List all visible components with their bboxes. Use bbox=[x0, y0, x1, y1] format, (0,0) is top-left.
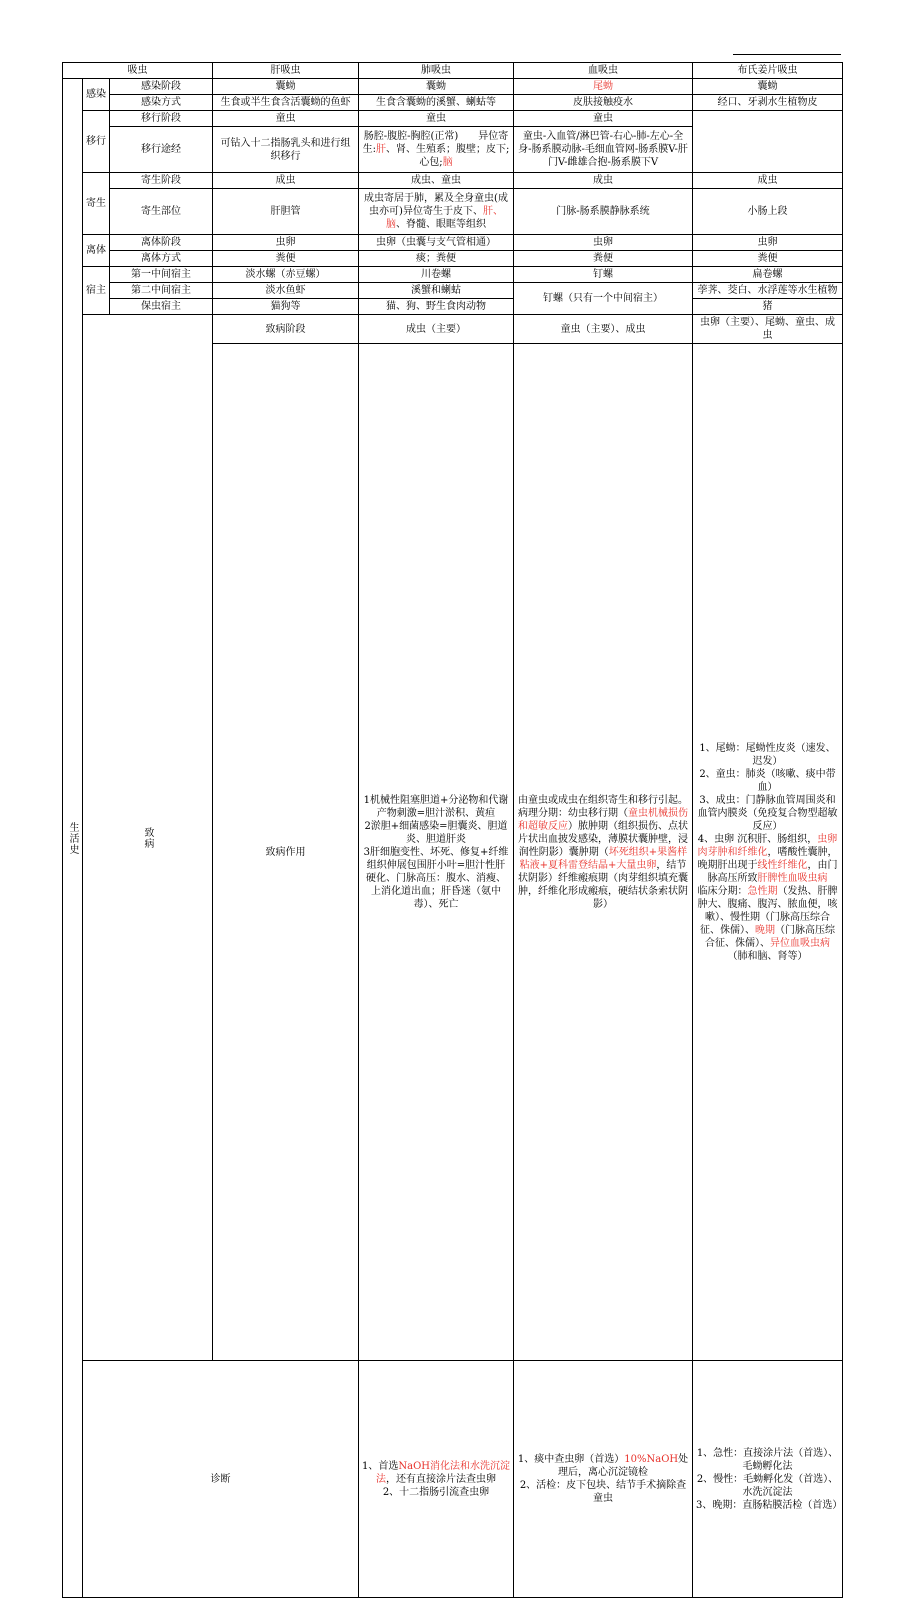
text: （发热、肝脾肿大、腹痛、腹泻、脓血便，咳嗽）、慢性期（门脉高压综合征、侏儒）、 bbox=[697, 885, 838, 936]
text: 由童虫或成虫在组织寄生和移行引起。病理分期：幼虫移行期（ bbox=[518, 794, 688, 819]
cell: 童虫-入血管/淋巴管-右心-肺-左心-全身-肠系膜动脉-毛细血管网-肠系膜V-肝门V-雌雄合抱-肠系膜下V bbox=[514, 127, 693, 173]
text: 肝 bbox=[376, 144, 386, 155]
row-migrate-stage bbox=[63, 111, 843, 127]
cell: 扁卷螺 bbox=[693, 267, 843, 283]
cell: 虫卵 bbox=[213, 235, 359, 251]
row-parasite-site bbox=[63, 189, 843, 235]
sub-migrate: 移行 bbox=[83, 111, 110, 173]
sub-infect: 感染 bbox=[83, 79, 110, 111]
text: 临床分期： bbox=[697, 885, 748, 897]
text: NaOH消化法和水洗沉淀法 bbox=[376, 1460, 511, 1485]
text: ，还有直接涂片法查虫卵 2、十二指肠引流查虫卵 bbox=[382, 1473, 496, 1498]
cell bbox=[693, 111, 843, 173]
group-diagnosis: 诊断 bbox=[83, 1361, 359, 1598]
cell: 淡水鱼虾 bbox=[213, 283, 359, 299]
row-path-stage bbox=[63, 315, 843, 344]
fluke-comparison-table bbox=[62, 62, 843, 1598]
text: ，结节状阴影）纤维瘢痕期（肉芽组织填充囊肿，纤维化形成瘢痕，硬结状条索状阴影） bbox=[518, 859, 688, 910]
label-reservoir: 保虫宿主 bbox=[110, 299, 213, 315]
text: 、肾、生殖系；腹壁；皮下;心包; bbox=[386, 144, 510, 168]
top-rule bbox=[733, 54, 841, 55]
cell: 猫、狗、野生食肉动物 bbox=[359, 299, 514, 315]
label-path-stage: 致病阶段 bbox=[213, 315, 359, 344]
row-infect-method bbox=[63, 95, 843, 111]
label-migrate-stage: 移行阶段 bbox=[110, 111, 213, 127]
text: 、脊髓、眼眶等组织 bbox=[396, 219, 486, 230]
label-leave-method: 离体方式 bbox=[110, 251, 213, 267]
cell: 虫卵 bbox=[514, 235, 693, 251]
text: 1、尾蚴：尾蚴性皮炎（速发、迟发） 2、童虫：肺炎（咳嗽、痰中带血） 3、成虫：门静脉血管周围炎和血管内膜炎（免疫复合物型超敏反应） 4、虫卵 沉积肝、肠组织， bbox=[697, 742, 838, 845]
cell: 虫卵（主要）、尾蚴、童虫、成虫 bbox=[693, 315, 843, 344]
cell: 成虫（主要） bbox=[359, 315, 514, 344]
row-host2 bbox=[63, 283, 843, 299]
cell: 粪便 bbox=[514, 251, 693, 267]
text: 虫卵肉芽肿和纤维化 bbox=[697, 833, 838, 858]
row-reservoir bbox=[63, 299, 843, 315]
row-diagnosis bbox=[63, 1361, 843, 1598]
text: 急性期 bbox=[747, 885, 778, 897]
text: 脑 bbox=[442, 157, 453, 168]
label-leave-stage: 离体阶段 bbox=[110, 235, 213, 251]
group-lifecycle: 生活史 bbox=[63, 79, 83, 1598]
label-parasite-site: 寄生部位 bbox=[110, 189, 213, 235]
cell: 生食含囊蚴的溪蟹、蝲蛄等 bbox=[359, 95, 514, 111]
text: 童虫机械损伤和超敏反应 bbox=[518, 807, 688, 832]
text: ，嗜酸性囊肿，晚期肝出现于 bbox=[697, 846, 838, 871]
cell: 皮肤接触疫水 bbox=[514, 95, 693, 111]
cell: 1机械性阻塞胆道+分泌物和代谢产物刺激=胆汁淤积、黄疸 2淤胆+细菌感染=胆囊炎、胆道炎、胆道肝炎 3肝细胞变性、坏死、修复+纤维组织伸展包围肝小叶=胆汁性肝硬化、门脉高压：腹水、消瘦、上消化道出血；肝昏迷（氨中毒）、死亡 bbox=[359, 344, 514, 1361]
cell: 囊蚴 bbox=[693, 79, 843, 95]
text: 10%NaOH bbox=[624, 1454, 679, 1465]
text: 处理后，离心沉淀镜检 2、活检：皮下包块、结节手术摘除查童虫 bbox=[519, 1454, 689, 1504]
cell: 粪便 bbox=[693, 251, 843, 267]
cell: 童虫（主要）、成虫 bbox=[514, 315, 693, 344]
cell: 可钻入十二指肠乳头和进行组织移行 bbox=[213, 127, 359, 173]
cell: 荸荠、茭白、水浮莲等水生植物 bbox=[693, 283, 843, 299]
label-host2: 第二中间宿主 bbox=[110, 283, 213, 299]
header-stage: 吸虫 bbox=[63, 63, 213, 79]
row-leave-method bbox=[63, 251, 843, 267]
cell: 虫卵 bbox=[693, 235, 843, 251]
row-infect-stage bbox=[63, 79, 843, 95]
text: 肝脾性血吸虫病 bbox=[757, 872, 828, 884]
cell: 成虫 bbox=[514, 173, 693, 189]
label-path-action: 致病作用 bbox=[213, 344, 359, 1361]
cell: 肝胆管 bbox=[213, 189, 359, 235]
cell bbox=[693, 344, 843, 1361]
cell bbox=[359, 1361, 514, 1598]
cell: 虫卵（虫囊与支气管相通） bbox=[359, 235, 514, 251]
cell: 1、急性：直接涂片法（首选）、毛蚴孵化法 2、慢性：毛蚴孵化发（首选）、水洗沉淀法 3、晚期：直肠粘膜活检（首选） bbox=[693, 1361, 843, 1598]
cell: 钉螺 bbox=[514, 267, 693, 283]
text: 线性纤维化 bbox=[757, 859, 808, 871]
label-parasite-stage: 寄生阶段 bbox=[110, 173, 213, 189]
group-pathogenesis: 致病 bbox=[83, 315, 213, 1361]
cell bbox=[359, 189, 514, 235]
cell bbox=[514, 1361, 693, 1598]
cell: 溪蟹和蝲蛄 bbox=[359, 283, 514, 299]
text: 1、首选 bbox=[362, 1460, 399, 1472]
header-lung-fluke: 肺吸虫 bbox=[359, 63, 514, 79]
text: ）脓肿期（组织损伤、点状片状出血披发感染，薄膜状囊肿壁，浸润性阴影）囊肿期（ bbox=[518, 820, 688, 858]
cell: 童虫 bbox=[359, 111, 514, 127]
cell: 成虫、童虫 bbox=[359, 173, 514, 189]
cell bbox=[514, 344, 693, 1361]
cell: 尾蚴 bbox=[514, 79, 693, 95]
text: 晚期 bbox=[755, 924, 775, 936]
sub-parasite: 寄生 bbox=[83, 173, 110, 235]
text: 1、痰中查虫卵（首选） bbox=[517, 1454, 625, 1465]
label-infect-stage: 感染阶段 bbox=[110, 79, 213, 95]
cell: 钉螺（只有一个中间宿主） bbox=[514, 283, 693, 315]
cell: 淡水螺（赤豆螺） bbox=[213, 267, 359, 283]
label-migrate-path: 移行途经 bbox=[110, 127, 213, 173]
cell: 成虫 bbox=[693, 173, 843, 189]
text: 肝、脑 bbox=[386, 206, 503, 230]
text: （门脉高压综合征、侏儒）、 bbox=[705, 924, 835, 949]
label-infect-method: 感染方式 bbox=[110, 95, 213, 111]
text: 肠腔-腹腔-胸腔(正常) 异位寄生: bbox=[362, 131, 509, 155]
sub-host: 宿主 bbox=[83, 267, 110, 315]
cell: 囊蚴 bbox=[213, 79, 359, 95]
label-host1: 第一中间宿主 bbox=[110, 267, 213, 283]
cell: 童虫 bbox=[514, 111, 693, 127]
header-row bbox=[63, 63, 843, 79]
row-parasite-stage bbox=[63, 173, 843, 189]
cell: 粪便 bbox=[213, 251, 359, 267]
text: ，由门脉高压所致 bbox=[707, 859, 838, 884]
header-intestinal-fluke: 布氏姜片吸虫 bbox=[693, 63, 843, 79]
text: 异位血吸虫病 bbox=[770, 937, 830, 949]
text: 坏死组织+果酱样粘液+夏科雷登结晶+大量虫卵 bbox=[519, 846, 688, 871]
header-blood-fluke: 血吸虫 bbox=[514, 63, 693, 79]
cell: 童虫 bbox=[213, 111, 359, 127]
sub-leave: 离体 bbox=[83, 235, 110, 267]
cell: 囊蚴 bbox=[359, 79, 514, 95]
cell: 成虫 bbox=[213, 173, 359, 189]
text: 成虫寄居于肺，累及全身童虫(成虫亦可)异位寄生于皮下、 bbox=[364, 193, 508, 217]
cell: 猫狗等 bbox=[213, 299, 359, 315]
cell: 经口、牙剥水生植物皮 bbox=[693, 95, 843, 111]
row-leave-stage bbox=[63, 235, 843, 251]
text: （肺和脑、肾等） bbox=[727, 950, 808, 962]
header-liver-fluke: 肝吸虫 bbox=[213, 63, 359, 79]
cell: 小肠上段 bbox=[693, 189, 843, 235]
cell: 痰；粪便 bbox=[359, 251, 514, 267]
cell bbox=[359, 127, 514, 173]
cell: 生食或半生食含活囊蚴的鱼虾 bbox=[213, 95, 359, 111]
cell: 门脉-肠系膜静脉系统 bbox=[514, 189, 693, 235]
row-host1 bbox=[63, 267, 843, 283]
cell: 猪 bbox=[693, 299, 843, 315]
cell: 川卷螺 bbox=[359, 267, 514, 283]
